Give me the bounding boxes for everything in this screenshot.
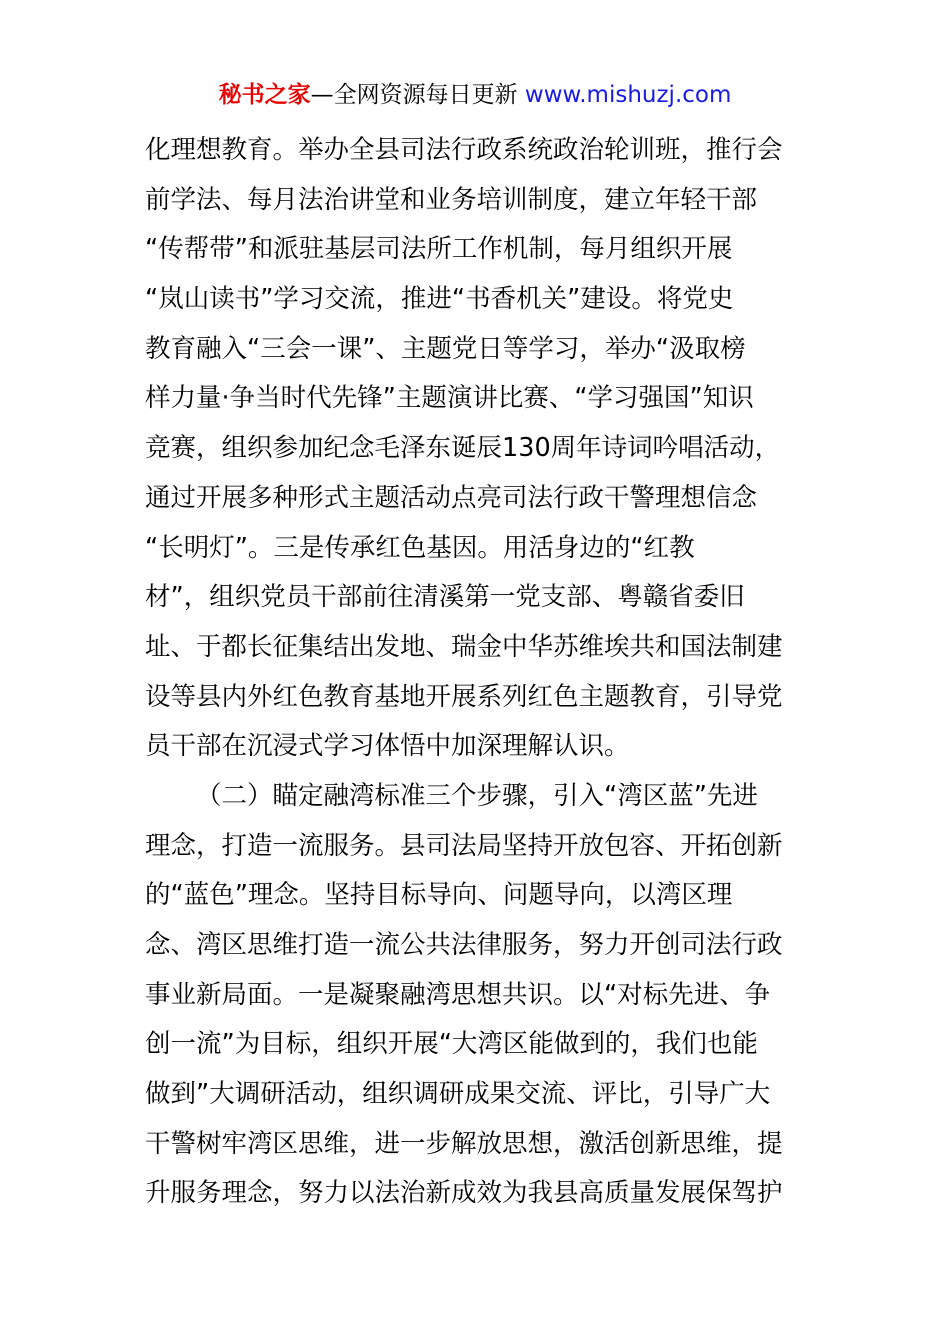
document-body xyxy=(145,126,810,1219)
site-tagline: —全网资源每日更新 xyxy=(310,82,525,108)
text-line: 事业新局面。一是凝聚融湾思想共识。以“对标先进、争 xyxy=(145,979,771,1010)
text-line: 创一流”为目标，组织开展“大湾区能做到的，我们也能 xyxy=(145,1029,758,1060)
text-line: 做到”大调研活动，组织调研成果交流、评比，引导广大 xyxy=(145,1079,771,1110)
text-line: 前学法、每月法治讲堂和业务培训制度，建立年轻干部 xyxy=(145,184,758,215)
text-line: 化理想教育。举办全县司法行政系统政治轮训班，推行会 xyxy=(145,135,783,165)
site-url[interactable]: www.mishuzj.com xyxy=(524,82,732,108)
text-line: 材”，组织党员干部前往清溪第一党支部、粤赣省委旧 xyxy=(145,582,745,613)
text-line: 样力量·争当时代先锋”主题演讲比赛、“学习强国”知识 xyxy=(145,383,754,414)
text-line: 教育融入“三会一课”、主题党日等学习，举办“汲取榜 xyxy=(145,333,746,364)
paragraph-start-line: （二）瞄定融湾标准三个步骤，引入“湾区蓝”先进 xyxy=(196,780,758,811)
text-line: “岚山读书”学习交流，推进“书香机关”建设。将党史 xyxy=(145,284,734,315)
text-line: 念、湾区思维打造一流公共法律服务，努力开创司法行政 xyxy=(145,930,783,960)
text-line: 干警树牢湾区思维，进一步解放思想，激活创新思维，提 xyxy=(145,1128,783,1159)
text-line: 的“蓝色”理念。坚持目标导向、问题导向，以湾区理 xyxy=(145,880,733,911)
text-line: 员干部在沉浸式学习体悟中加深理解认识。 xyxy=(145,731,630,762)
text-line: “长明灯”。三是传承红色基因。用活身边的“红教 xyxy=(145,532,695,563)
text-line: “传帮带”和派驻基层司法所工作机制，每月组织开展 xyxy=(145,234,733,265)
text-line: 通过开展多种形式主题活动点亮司法行政干警理想信念 xyxy=(145,482,758,513)
text-line: 址、于都长征集结出发地、瑞金中华苏维埃共和国法制建 xyxy=(145,631,783,662)
text-line: 设等县内外红色教育基地开展系列红色主题教育，引导党 xyxy=(145,681,783,712)
text-line: 竞赛，组织参加纪念毛泽东诞辰130周年诗词吟唱活动， xyxy=(145,433,781,464)
site-brand: 秘书之家 xyxy=(218,82,311,108)
text-line: 理念，打造一流服务。县司法局坚持开放包容、开拓创新 xyxy=(145,830,783,861)
page-header xyxy=(0,80,950,110)
text-line: 升服务理念，努力以法治新成效为我县高质量发展保驾护 xyxy=(145,1178,783,1209)
